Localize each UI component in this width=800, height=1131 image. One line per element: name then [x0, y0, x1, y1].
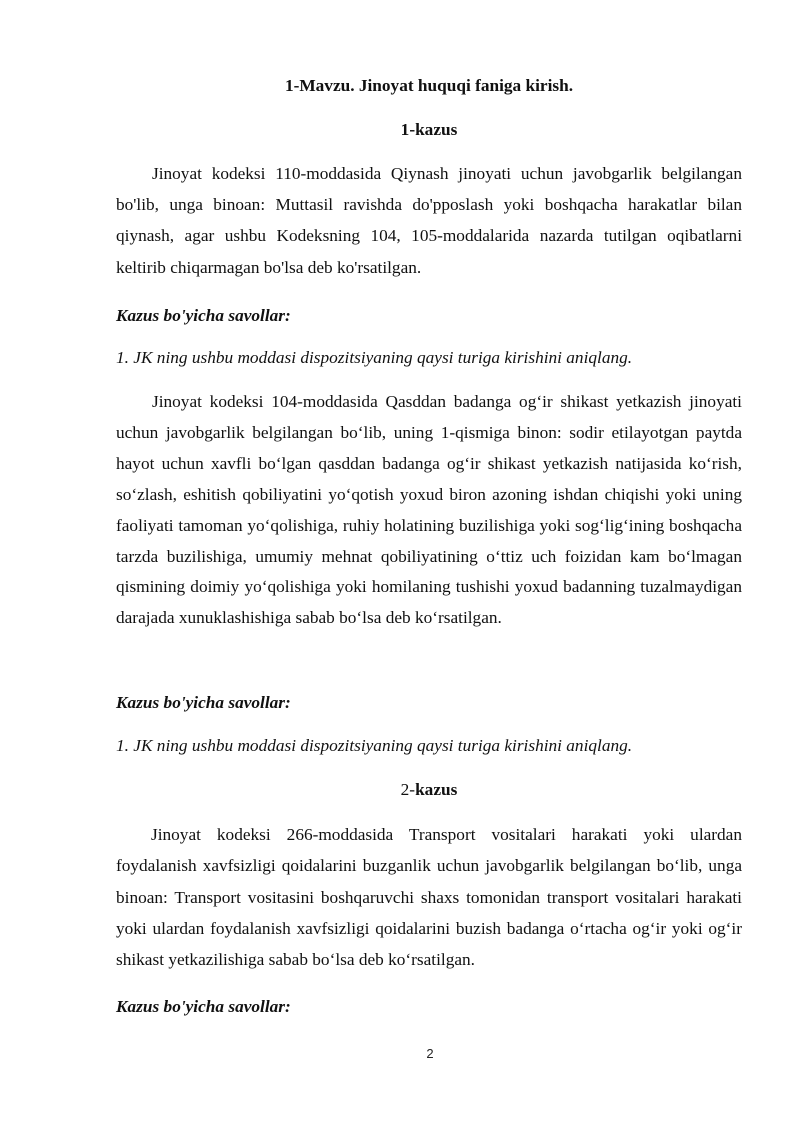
case-2-title-word: kazus	[415, 780, 458, 799]
page-number: 2	[426, 1046, 434, 1061]
case-2-title	[116, 778, 742, 802]
topic-heading: 1-Mavzu. Jinoyat huquqi faniga kirish.	[284, 76, 574, 95]
questions-heading-2: Kazus bo'yicha savollar:	[116, 693, 291, 712]
question-2: 1. JK ning ushbu moddasi dispozitsiyaning qaysi turiga kirishini aniqlang.	[116, 736, 633, 755]
case-2-paragraph: Jinoyat kodeksi 266-moddasida Transport vositalari harakati yoki ulardan foydalanish xavfsizligi qoidalarini buzganlik uchun javobgarlik belgilangan bo‘lib, unga binoan: Transport vositasini boshqaruvchi shaxs tomonidan transport vositalari harakati yoki ulardan foydalanish xavfsizligi qoidalarini buzish badanga o‘rtacha og‘ir yoki og‘ir shikast yetkazilishiga sabab bo‘lsa deb ko‘rsatilgan.	[116, 825, 742, 970]
case-1-title: 1-kazus	[400, 120, 458, 139]
case-1-paragraph-1: Jinoyat kodeksi 110-moddasida Qiynash jinoyati uchun javobgarlik belgilangan bo'lib, unga binoan: Muttasil ravishda do'pposlash yoki boshqacha harakatlar bilan qiynash, agar ushbu Kodeksning 104, 105-moddalarida nazarda tutilgan oqibatlarni keltirib chiqarmagan bo'lsa deb ko'rsatilgan.	[116, 164, 742, 277]
case-2-title-number: 2-	[400, 780, 416, 799]
case-1-paragraph-2: Jinoyat kodeksi 104-moddasida Qasddan badanga og‘ir shikast yetkazish jinoyati uchun javobgarlik belgilangan bo‘lib, uning 1-qismiga binon: sodir etilayotgan paytda hayot uchun xavfli bo‘lgan qasddan badanga og‘ir shikast yetkazish natijasida ko‘rish, so‘zlash, eshitish qobiliyatini yo‘qotish yoxud biron azoning ishdan chiqishi yoki uning faoliyati tamoman yo‘qolishiga, ruhiy holatining buzilishiga yoki sog‘lig‘ining boshqacha tarzda buzilishiga, umumiy mehnat qobiliyatining o‘ttiz uch foizidan kam bo‘lmagan qismining doimiy yo‘qolishiga yoki homilaning tushishi yoxud badanning tuzalmaydigan darajada xunuklashishiga sabab bo‘lsa deb ko‘rsatilgan.	[116, 392, 742, 628]
questions-heading-3: Kazus bo'yicha savollar:	[116, 997, 291, 1016]
questions-heading-1: Kazus bo'yicha savollar:	[116, 306, 291, 325]
question-1: 1. JK ning ushbu moddasi dispozitsiyaning qaysi turiga kirishini aniqlang.	[116, 348, 633, 367]
